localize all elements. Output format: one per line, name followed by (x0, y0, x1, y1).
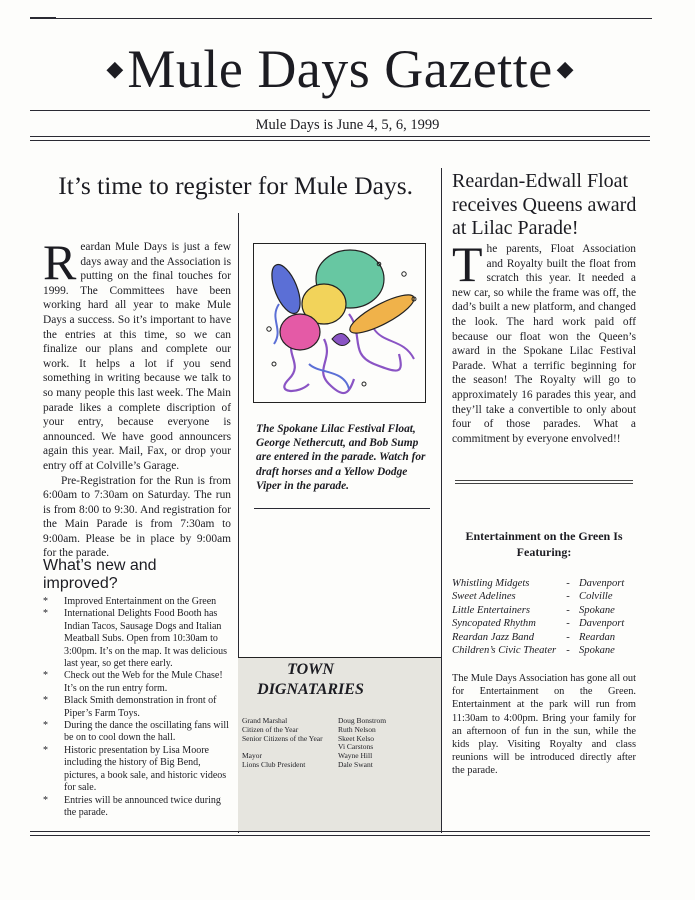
entertainment-heading: Entertainment on the Green Is Featuring: (465, 529, 623, 559)
list-item: Citizen of the Year Ruth Nelson (242, 724, 376, 734)
diamond-icon: ◆ (556, 56, 574, 81)
list-item: Grand Marshal Doug Bonstrom (242, 716, 387, 725)
list-item: Reardan Jazz Band - Reardan (452, 631, 616, 643)
top-rule (30, 18, 652, 19)
list-item: Syncopated Rhythm - Davenport (452, 618, 625, 630)
list-item: Vi Carstons (338, 742, 374, 752)
left-paragraph-2: Pre-Registration for the Run is from 6:00am to 7:30am on Saturday. The run is from 8:00 to 9:30. And registration for the Main Parade is from 7:30am to 9:00am. Please be in place by 9:00am for the parade. (43, 474, 231, 560)
list-item: Mayor Wayne Hill (242, 751, 373, 761)
right-paragraph: The parents, Float Association and Royalty built the float from scratch this year. It needed a new car, so while the frame was off, the dad’s built a new platform, and changed the look. The hard work paid off because our float won the Queen’s award in the Spokane Lilac Festival Parade. What a terrific beginning for the season! The Royalty will go to approximately 16 parades this year, and they’ll take a convertible to only about four of those parades. What a commitment by everyone envolved!! (452, 236, 636, 445)
left-subhead: What’s new and improved? (43, 557, 157, 592)
list-item: * International Delights Food Booth has Indian Tacos, Sausage Dogs and Italian Meatball Subs. Open from 10:30am to 3:00pm. It’s on the map. It was delicious last year, so get there early. (43, 608, 228, 670)
list-item: * Entries will be announced twice during the parade. (43, 794, 221, 818)
event-dates: Mule Days is June 4, 5, 6, 1999 (255, 117, 440, 133)
list-item: Children’s Civic Theater - Spokane (452, 645, 615, 657)
caption-rule (254, 508, 430, 509)
masthead-rule (30, 110, 650, 111)
dropcap: T (452, 236, 483, 292)
list-item: * Black Smith demonstration in front of Piper’s Farm Toys. (43, 695, 217, 719)
page-title: Mule Days Gazette (127, 39, 553, 99)
list-item: Sweet Adelines - Colville (452, 591, 613, 603)
list-item: * Check out the Web for the Mule Chase! It’s on the run entry form. (43, 670, 223, 694)
dropcap: R (43, 234, 77, 290)
left-article-body (43, 234, 231, 561)
list-item: * Historic presentation by Lisa Moore including the history of Big Bend, pictures, a book sale, and historic videos for sale. (43, 744, 227, 794)
list-item: Whistling Midgets - Davenport (452, 578, 625, 589)
bottom-rule-top (30, 831, 650, 832)
column-divider-right (441, 168, 442, 833)
right-headline: Reardan-Edwall Float receives Queens award at Lilac Parade! (452, 170, 637, 239)
photo-caption: The Spokane Lilac Festival Float, George Nethercutt, and Bob Sump are entered in the parade. Watch for draft horses and a Yellow Dodge Viper in the parade. (256, 423, 426, 492)
left-headline: It’s time to register for Mule Days. (58, 171, 413, 200)
balloon-illustration (253, 243, 426, 403)
masthead (30, 34, 650, 104)
list-item: * Improved Entertainment on the Green (43, 596, 217, 607)
top-rule-thick (30, 17, 56, 19)
dignitaries-list (242, 717, 437, 770)
list-item: Senior Citizens of the Year Skeet Kelso (242, 733, 375, 743)
list-item: Lions Club President Dale Swant (242, 759, 373, 769)
list-item: * During the dance the oscillating fans will be on to cool down the hall. (43, 720, 229, 744)
entertainment-list (452, 577, 642, 657)
balloons-icon (254, 244, 425, 402)
diamond-icon: ◆ (106, 56, 124, 81)
dates-rule-bottom (30, 140, 650, 141)
double-rule (455, 480, 633, 484)
list-item: Little Entertainers - Spokane (452, 604, 615, 616)
improvements-list (43, 596, 233, 819)
dates-rule-top (30, 136, 650, 137)
town-dignitaries-title: TOWN DIGNATARIES (257, 661, 364, 698)
left-paragraph-1: Reardan Mule Days is just a few days away and the Association is putting on the final touches for 1999. The Committees have been working hard all year to make Mule Days a success. So it’s important to have the entries at this time, so we can finalize our plans and complete our work. It helps a lot if you send something in writing because we talk to so many people this last week. The Main parade likes a complete discription of your entry, because everyone is announced. We have good announcers again this year. Mail, Fax, or drop your entry off at Colville’s Garage. (43, 234, 231, 472)
right-article-body (452, 236, 636, 446)
bottom-rule-bottom (30, 835, 650, 836)
entertainment-body: The Mule Days Association has gone all out for Entertainment on the Green. Entertainment at the park will run from 11:30am to 4:00pm. Bring your family for an afternoon of fun in the sun, while the kids play. Visiting Royalty and class reunions will be introduced directly after the parade. (452, 673, 636, 777)
